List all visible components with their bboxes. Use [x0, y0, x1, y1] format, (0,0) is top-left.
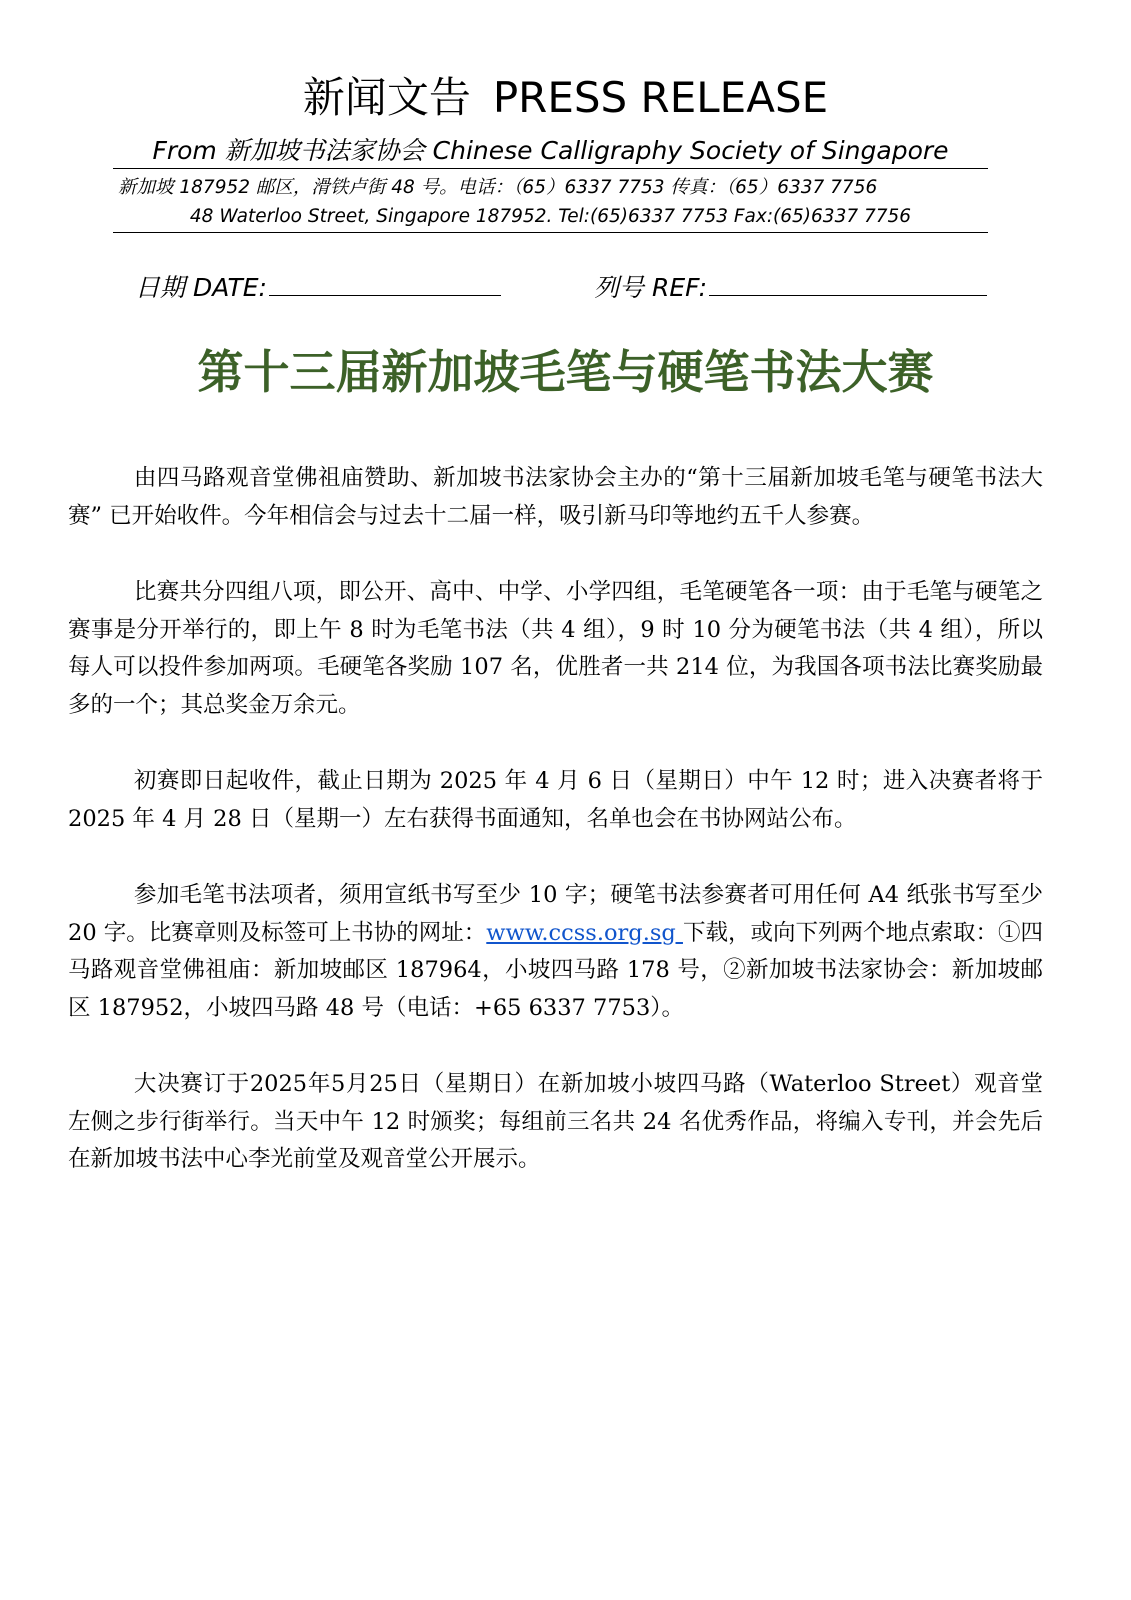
header-title-zh: 新闻文告	[302, 73, 471, 122]
document-title: 第十三届新加坡毛笔与硬笔书法大赛	[197, 345, 934, 399]
paragraph-submission	[68, 877, 1043, 1027]
header-rule-bottom	[113, 232, 988, 233]
paragraph-categories: 比赛共分四组八项，即公开、高中、中学、小学四组，毛笔硬笔各一项：由于毛笔与硬笔之赛事是分开举行的，即上午 8 时为毛笔书法（共 4 组），9 时 10 分为硬笔书法（共 4 组），所以每人可以投件参加两项。毛硬笔各奖励 107 名，优胜者一共 214 位，为我国各项书法比赛奖励最多的一个；其总奖金万余元。	[68, 579, 1043, 718]
address-chinese: 新加坡 187952 邮区，滑铁卢街 48 号。电话：（65）6337 7753 传真：（65）6337 7756	[118, 177, 878, 198]
address-english: 48 Waterloo Street, Singapore 187952. Tel:(65)6337 7753 Fax:(65)6337 7756	[189, 206, 912, 227]
header-title	[0, 70, 1131, 126]
header-rule-top	[113, 168, 988, 169]
submission-text-before-link: 参加毛笔书法项者，须用宣纸书写至少 10 字；硬笔书法参赛者可用任何 A4 纸张书写至少 20 字。比赛章则及标签可上书协的网址：	[68, 882, 1043, 946]
submission-text-after-link: 下载，或向下列两个地点索取：①四马路观音堂佛祖庙：新加坡邮区 187964，小坡四马路 178 号，②新加坡书法家协会：新加坡邮区 187952，小坡四马路 48 号（电话：+65 6337 7753）。	[68, 919, 1043, 1021]
paragraph-sponsorship: 由四马路观音堂佛祖庙赞助、新加坡书法家协会主办的“第十三届新加坡毛笔与硬笔书法大赛” 已开始收件。今年相信会与过去十二届一样，吸引新马印等地约五千人参赛。	[68, 465, 1043, 529]
ref-field	[594, 270, 987, 306]
paragraph-deadline: 初赛即日起收件，截止日期为 2025 年 4 月 6 日（星期日）中午 12 时；进入决赛者将于 2025 年 4 月 28 日（星期一）左右获得书面通知，名单也会在书协网站公布。	[68, 768, 1043, 832]
paragraph-final: 大决赛订于2025年5月25日（星期日）在新加坡小坡四马路（Waterloo Street）观音堂左侧之步行街举行。当天中午 12 时颁奖；每组前三名共 24 名优秀作品，将编入专刊，并会先后在新加坡书法中心李光前堂及观音堂公开展示。	[68, 1071, 1043, 1172]
date-label: 日期 DATE:	[135, 273, 267, 302]
date-field	[135, 270, 501, 306]
ref-label: 列号 REF:	[594, 273, 708, 302]
ref-value	[709, 271, 987, 296]
organization-line: From 新加坡书法家协会 Chinese Calligraphy Society of Singapore	[152, 136, 949, 165]
website-link[interactable]: www.ccss.org.sg	[486, 919, 683, 946]
document-body	[68, 460, 1043, 1218]
header-title-en: PRESS RELEASE	[492, 73, 829, 122]
date-value	[269, 271, 501, 296]
